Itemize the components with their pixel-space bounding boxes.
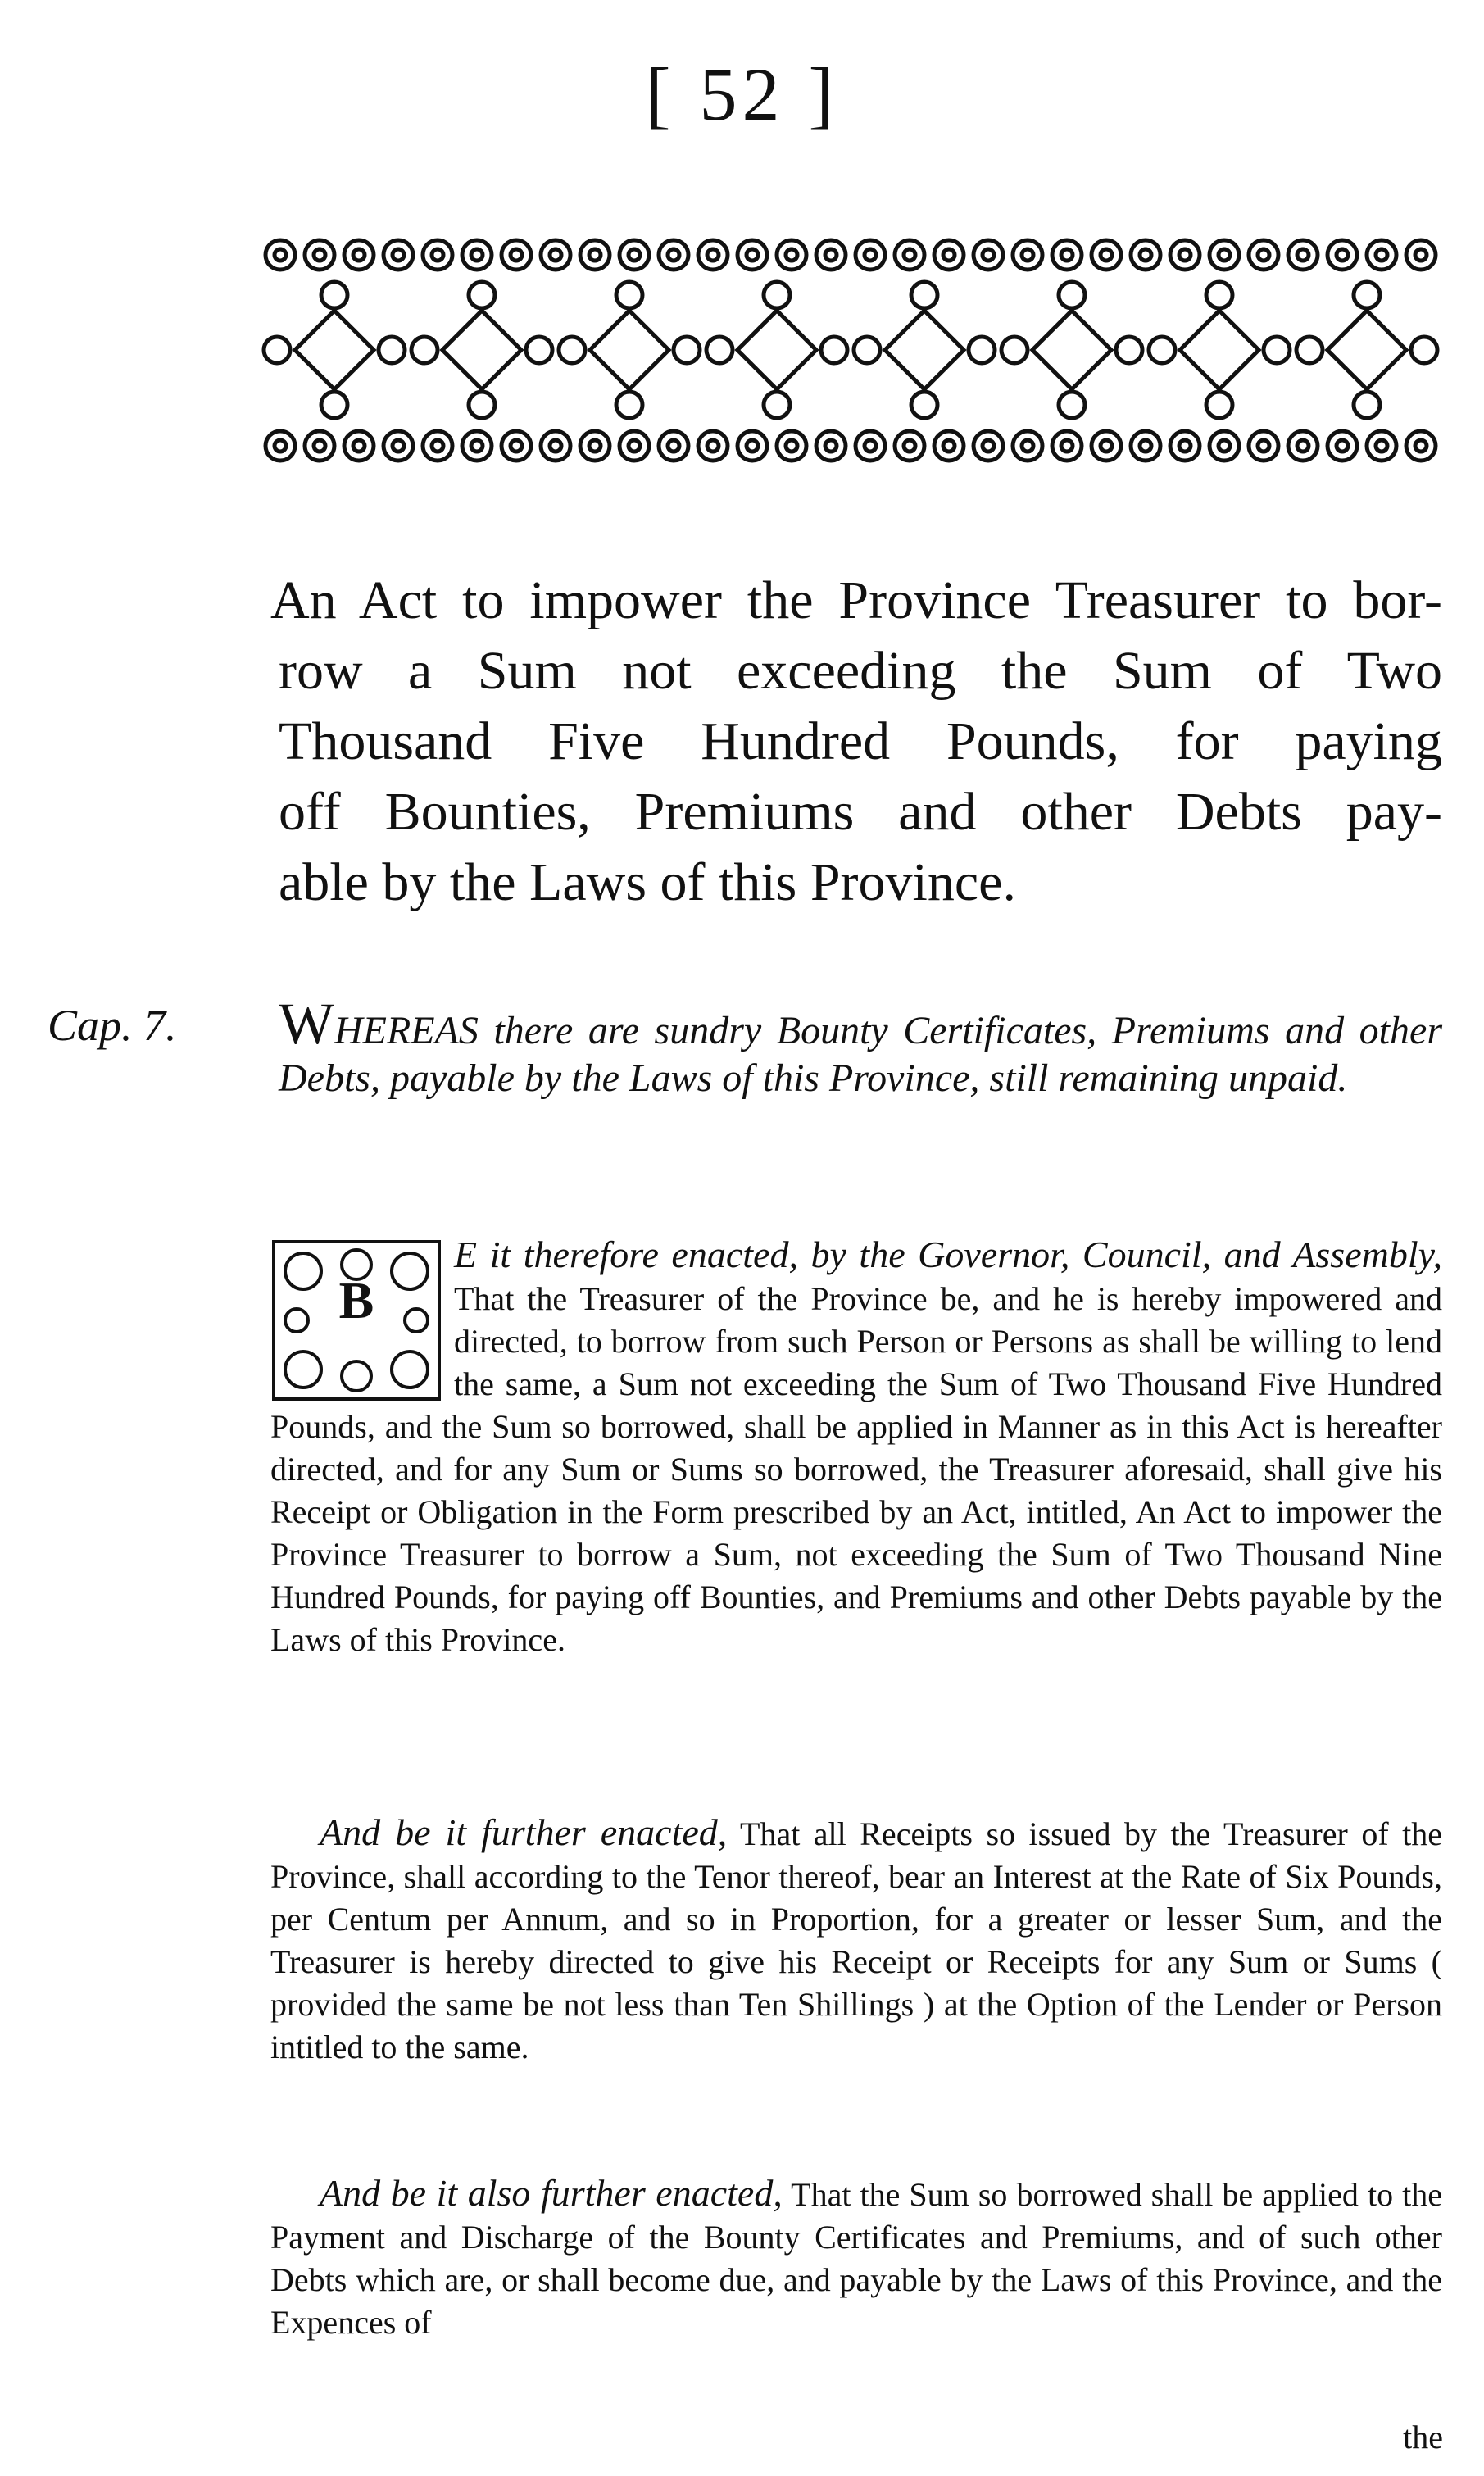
ornament-fleuron xyxy=(590,311,669,389)
ornament-flower xyxy=(854,337,880,363)
title-line: off Bounties, Premiums and other Debts pay- xyxy=(279,782,1442,842)
title-line: Thousand Five Hundred Pounds, for paying xyxy=(279,711,1442,771)
ornament-rosette xyxy=(619,240,649,270)
ornament-rosette-center xyxy=(747,249,758,261)
ornament-flower xyxy=(1264,337,1290,363)
ornament-rosette-center xyxy=(432,249,443,261)
ornament-flower xyxy=(469,392,495,418)
ornament-rosette-center xyxy=(668,249,679,261)
ornament-rosette-center xyxy=(904,249,915,261)
ornament-rosette xyxy=(1013,240,1042,270)
ornament-rosette-center xyxy=(353,440,365,452)
ornament-rosette xyxy=(1209,240,1239,270)
preamble-text: HEREAS there are sundry Bounty Certificates, Premiums and other Debts, payable by the Laws of this Province, still remaining unpaid. xyxy=(279,1009,1442,1100)
ornament-flower xyxy=(1001,337,1028,363)
ornament-rosette xyxy=(777,240,806,270)
ornament-rosette-center xyxy=(668,440,679,452)
ornament-rosette-center xyxy=(1258,440,1269,452)
ornament-rosette-center xyxy=(983,440,994,452)
ornament-rosette-center xyxy=(629,440,640,452)
ornament-rosette xyxy=(305,240,334,270)
ornament-rosette xyxy=(1170,240,1200,270)
page-number: [ 52 ] xyxy=(645,52,839,136)
ornament-rosette xyxy=(973,240,1003,270)
ornament-rosette-center xyxy=(825,440,837,452)
ornament-rosette-center xyxy=(511,440,522,452)
ornament-flower xyxy=(911,282,937,308)
ornament-fleuron xyxy=(1180,311,1259,389)
clause-text: That the Sum so borrowed shall be applied to the Payment and Discharge of the Bounty Certificates and Premiums, and of such other Debts which are, or shall become due, and payable by the Laws of this Province, and the Expences of xyxy=(270,2176,1442,2341)
ornament-rosette-center xyxy=(865,249,876,261)
dropcap-letter: B xyxy=(338,1271,374,1329)
ornament-rosette xyxy=(305,431,334,461)
ornament-rosette-center xyxy=(1297,249,1309,261)
ornament-flower xyxy=(264,337,290,363)
ornament-rosette xyxy=(1367,431,1396,461)
ornament-rosette xyxy=(580,240,610,270)
ornament-rosette xyxy=(501,431,531,461)
ornament-rosette xyxy=(619,431,649,461)
ornament-rosette-center xyxy=(432,440,443,452)
ornament-flower xyxy=(411,337,438,363)
ornament-rosette xyxy=(855,431,885,461)
ornament-rosette-center xyxy=(1219,440,1230,452)
preamble xyxy=(279,991,1442,1102)
ornament-rosette xyxy=(541,240,570,270)
ornament-rosette xyxy=(816,431,846,461)
ornament-rosette xyxy=(1327,240,1357,270)
ornament-rosette-center xyxy=(353,249,365,261)
ornament-rosette-center xyxy=(707,249,719,261)
ornament-rosette-center xyxy=(550,440,561,452)
ornament-rosette xyxy=(1288,240,1318,270)
ornament-rosette-center xyxy=(314,249,325,261)
ornament-flower xyxy=(706,337,733,363)
ornament-rosette-center xyxy=(1140,249,1151,261)
ornament-rosette-center xyxy=(393,249,404,261)
ornament-rosette xyxy=(895,240,924,270)
ornament-fleuron xyxy=(1327,311,1406,389)
ornament-rosette xyxy=(423,240,452,270)
ornament-rosette-center xyxy=(865,440,876,452)
ornament-flower xyxy=(764,392,790,418)
ornament-flower xyxy=(674,337,700,363)
ornament-rosette xyxy=(816,240,846,270)
ornament-rosette-center xyxy=(1140,440,1151,452)
ornament-rosette-center xyxy=(511,249,522,261)
title-line: An Act to impower the Province Treasurer to bor- xyxy=(270,570,1442,630)
ornament-flower xyxy=(1411,337,1437,363)
ornament-rosette xyxy=(659,240,688,270)
ornament-fleuron xyxy=(1032,311,1111,389)
ornament-rosette xyxy=(1131,240,1160,270)
ornament-rosette xyxy=(265,240,295,270)
ornament-rosette xyxy=(265,431,295,461)
ornament-rosette xyxy=(344,431,374,461)
ornament-rosette xyxy=(1288,431,1318,461)
ornament-rosette-center xyxy=(1297,440,1309,452)
ornament-fleuron xyxy=(737,311,816,389)
ornament-rosette-center xyxy=(629,249,640,261)
ornament-rosette xyxy=(737,431,767,461)
ornament-rosette xyxy=(698,431,728,461)
ornament-rosette xyxy=(580,431,610,461)
ornament-rosette xyxy=(855,240,885,270)
ornament-rosette xyxy=(344,240,374,270)
ornament-flower xyxy=(526,337,552,363)
ornament-rosette-center xyxy=(471,249,483,261)
ornament-flower xyxy=(559,337,585,363)
ornament-rosette-center xyxy=(1337,440,1348,452)
ornament-flower xyxy=(1296,337,1323,363)
ornament-flower xyxy=(1206,282,1232,308)
ornament-flower xyxy=(1354,392,1380,418)
ornament-flower xyxy=(1149,337,1175,363)
ornament-flower xyxy=(911,392,937,418)
chapter-margin-note: Cap. 7. xyxy=(48,1001,177,1050)
ornament-flower xyxy=(1059,282,1085,308)
preamble-initial: W xyxy=(279,991,334,1056)
ornament-rosette xyxy=(934,431,964,461)
ornament-rosette xyxy=(383,431,413,461)
ornament-rosette-center xyxy=(825,249,837,261)
ornament-rosette xyxy=(462,240,492,270)
application-clause xyxy=(270,2172,1442,2344)
ornament-flower xyxy=(821,337,847,363)
ornament-rosette-center xyxy=(275,440,286,452)
ornament-flower xyxy=(469,282,495,308)
title-line: able by the Laws of this Province. xyxy=(279,852,1016,912)
ornament-rosette-center xyxy=(1061,440,1073,452)
ornament-rosette xyxy=(1170,431,1200,461)
ornament-rosette-center xyxy=(786,440,797,452)
ornament-rosette xyxy=(501,240,531,270)
ornament-rosette-center xyxy=(1415,440,1427,452)
ornament-flower xyxy=(764,282,790,308)
ornament-rosette-center xyxy=(1258,249,1269,261)
ornament-rosette-center xyxy=(471,440,483,452)
clause-lead: And be it further enacted, xyxy=(320,1811,728,1853)
ornament-flower xyxy=(321,282,347,308)
catchword: the xyxy=(1403,2419,1443,2456)
ornament-flower xyxy=(1206,392,1232,418)
ornament-rosette-center xyxy=(707,440,719,452)
ornament-rosette-center xyxy=(1061,249,1073,261)
enacting-text: That the Treasurer of the Province be, and he is hereby impowered and directed, to borrow from such Person or Persons as shall be willing to lend the same, a Sum not exceeding the Sum of Two Thousand Five Hundred Pounds, and the Sum so borrowed, shall be applied in Manner as in this Act is hereafter directed, and for any Sum or Sums so borrowed, the Treasurer aforesaid, shall give his Receipt or Obligation in the Form prescribed by an Act, intitled, An Act to impower the Province Treasurer to borrow a Sum, not exceeding the Sum of Two Thousand Nine Hundred Pounds, for paying off Bounties, and Premiums and other Debts payable by the Laws of this Province. xyxy=(270,1280,1442,1658)
ornament-flower xyxy=(616,282,642,308)
ornament-rosette-center xyxy=(1179,440,1191,452)
ornament-flower xyxy=(1354,282,1380,308)
ornament-fleuron xyxy=(295,311,374,389)
ornament-rosette xyxy=(383,240,413,270)
ornament-rosette-center xyxy=(550,249,561,261)
ornament-rosette xyxy=(1327,431,1357,461)
ornament-rosette-center xyxy=(943,440,955,452)
enacting-clause xyxy=(270,1233,1442,1661)
act-title xyxy=(270,566,1442,918)
ornament-rosette xyxy=(1052,240,1082,270)
ornament-flower xyxy=(379,337,405,363)
ornament-rosette xyxy=(541,431,570,461)
title-line: row a Sum not exceeding the Sum of Two xyxy=(279,641,1442,701)
ornament-rosette-center xyxy=(747,440,758,452)
ornament-rosette-center xyxy=(589,249,601,261)
ornament-flower xyxy=(616,392,642,418)
ornament-rosette-center xyxy=(1415,249,1427,261)
ornament-rosette xyxy=(934,240,964,270)
ornament-rosette-center xyxy=(786,249,797,261)
ornament-rosette xyxy=(1091,240,1121,270)
ornament-rosette xyxy=(973,431,1003,461)
ornament-flower xyxy=(1116,337,1142,363)
ornament-rosette-center xyxy=(1337,249,1348,261)
ornament-rosette xyxy=(1249,431,1278,461)
ornament-rosette xyxy=(777,431,806,461)
ornament-flower xyxy=(1059,392,1085,418)
ornament-rosette-center xyxy=(1219,249,1230,261)
ornament-rosette xyxy=(1367,240,1396,270)
clause-lead: And be it also further enacted, xyxy=(320,2172,783,2214)
ornament-rosette-center xyxy=(983,249,994,261)
ornament-rosette-center xyxy=(393,440,404,452)
ornament-rosette xyxy=(1406,431,1436,461)
clause-text: That all Receipts so issued by the Treasurer of the Province, shall according to the Tenor thereof, bear an Interest at the Rate of Six Pounds, per Centum per Annum, and so in Proportion, for a greater or lesser Sum, and the Treasurer is hereby directed to give his Receipt or Receipts for any Sum or Sums ( provided the same be not less than Ten Shillings ) at the Option of the Lender or Person intitled to the same. xyxy=(270,1815,1443,2065)
ornament-rosette xyxy=(423,431,452,461)
ornament-rosette-center xyxy=(589,440,601,452)
ornament-rosette xyxy=(462,431,492,461)
ornament-rosette xyxy=(1013,431,1042,461)
ornament-fleuron xyxy=(442,311,521,389)
ornament-rosette xyxy=(698,240,728,270)
ornament-rosette xyxy=(1052,431,1082,461)
ornament-rosette xyxy=(1131,431,1160,461)
ornament-rosette-center xyxy=(1376,440,1387,452)
ornament-rosette xyxy=(1249,240,1278,270)
ornament-rosette-center xyxy=(1022,249,1033,261)
ornament-rosette-center xyxy=(275,249,286,261)
ornament-flower xyxy=(969,337,995,363)
ornament-rosette-center xyxy=(904,440,915,452)
ornament-rosette-center xyxy=(1101,249,1112,261)
ornament-flower xyxy=(321,392,347,418)
ornament-rosette xyxy=(1209,431,1239,461)
ornament-rosette-center xyxy=(1376,249,1387,261)
ornament-rosette-center xyxy=(314,440,325,452)
ornament-rosette-center xyxy=(1101,440,1112,452)
ornament-rosette-center xyxy=(1179,249,1191,261)
ornament-rosette xyxy=(659,431,688,461)
ornament-rosette xyxy=(895,431,924,461)
ornament-rosette-center xyxy=(943,249,955,261)
interest-clause xyxy=(270,1811,1442,2069)
ornamental-border-icon xyxy=(261,234,1441,467)
ornament-rosette xyxy=(1406,240,1436,270)
ornament-rosette-center xyxy=(1022,440,1033,452)
ornament-fleuron xyxy=(885,311,964,389)
ornament-rosette xyxy=(1091,431,1121,461)
ornament-rosette xyxy=(737,240,767,270)
decorated-initial xyxy=(270,1238,442,1402)
enacting-lead: E it therefore enacted, by the Governor, Council, and Assembly, xyxy=(454,1233,1442,1275)
